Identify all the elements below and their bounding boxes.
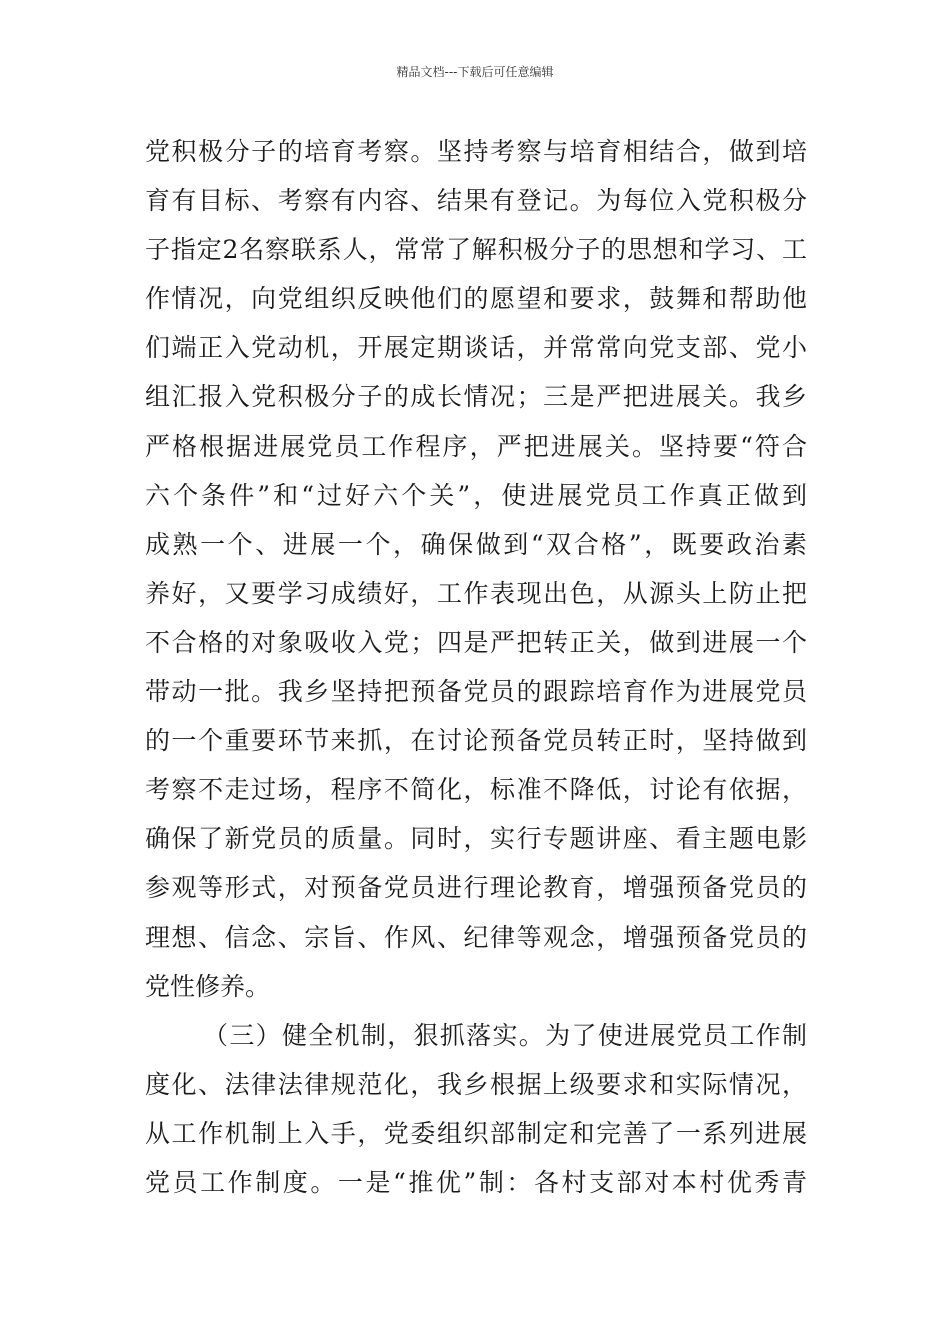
- text-line: 党积极分子的培育考察。坚持考察与培育相结合，做到培: [145, 137, 807, 166]
- text-line: 们端正入党动机，开展定期谈话，并常常向党支部、党小: [145, 333, 807, 363]
- text-line: 的一个重要环节来抓，在讨论预备党员转正时，坚持做到: [145, 726, 807, 756]
- text-line: 度化、法律法律规范化，我乡根据上级要求和实际情况，: [145, 1069, 807, 1099]
- text-line: 参观等形式，对预备党员进行理论教育，增强预备党员的: [145, 873, 807, 903]
- text-line: 组汇报入党积极分子的成长情况；三是严把进展关。我乡: [145, 382, 807, 412]
- text-line: 理想、信念、宗旨、作风、纪律等观念，增强预备党员的: [145, 922, 807, 952]
- page-header: 精品文档---下载后可任意编辑: [396, 65, 554, 79]
- text-line: 党性修养。: [145, 971, 271, 1001]
- text-line: 养好，又要学习成绩好，工作表现出色，从源头上防止把: [145, 578, 807, 608]
- text-line: 子指定2名察联系人，常常了解积极分子的思想和学习、工: [145, 235, 807, 265]
- text-line: 党员工作制度。一是“推优”制：各村支部对本村优秀青: [145, 1167, 807, 1197]
- text-line: 确保了新党员的质量。同时，实行专题讲座、看主题电影: [145, 824, 807, 854]
- text-line: 不合格的对象吸收入党；四是严把转正关，做到进展一个: [145, 627, 807, 657]
- document-body: [145, 127, 807, 1207]
- text-line: 六个条件”和“过好六个关”，使进展党员工作真正做到: [145, 480, 807, 510]
- text-line: 育有目标、考察有内容、结果有登记。为每位入党积极分: [145, 186, 807, 216]
- text-line: （三）健全机制，狠抓落实。为了使进展党员工作制: [203, 1020, 807, 1050]
- paragraph-2: [145, 1011, 807, 1207]
- paragraph-1: [145, 127, 807, 1011]
- text-line: 严格根据进展党员工作程序，严把进展关。坚持要“符合: [145, 431, 807, 461]
- text-line: 从工作机制上入手，党委组织部制定和完善了一系列进展: [145, 1118, 807, 1148]
- text-line: 作情况，向党组织反映他们的愿望和要求，鼓舞和帮助他: [145, 284, 807, 314]
- text-line: 考察不走过场，程序不简化，标准不降低，讨论有依据，: [145, 775, 807, 805]
- text-line: 成熟一个、进展一个，确保做到“双合格”，既要政治素: [145, 529, 807, 559]
- text-line: 带动一批。我乡坚持把预备党员的跟踪培育作为进展党员: [145, 677, 807, 707]
